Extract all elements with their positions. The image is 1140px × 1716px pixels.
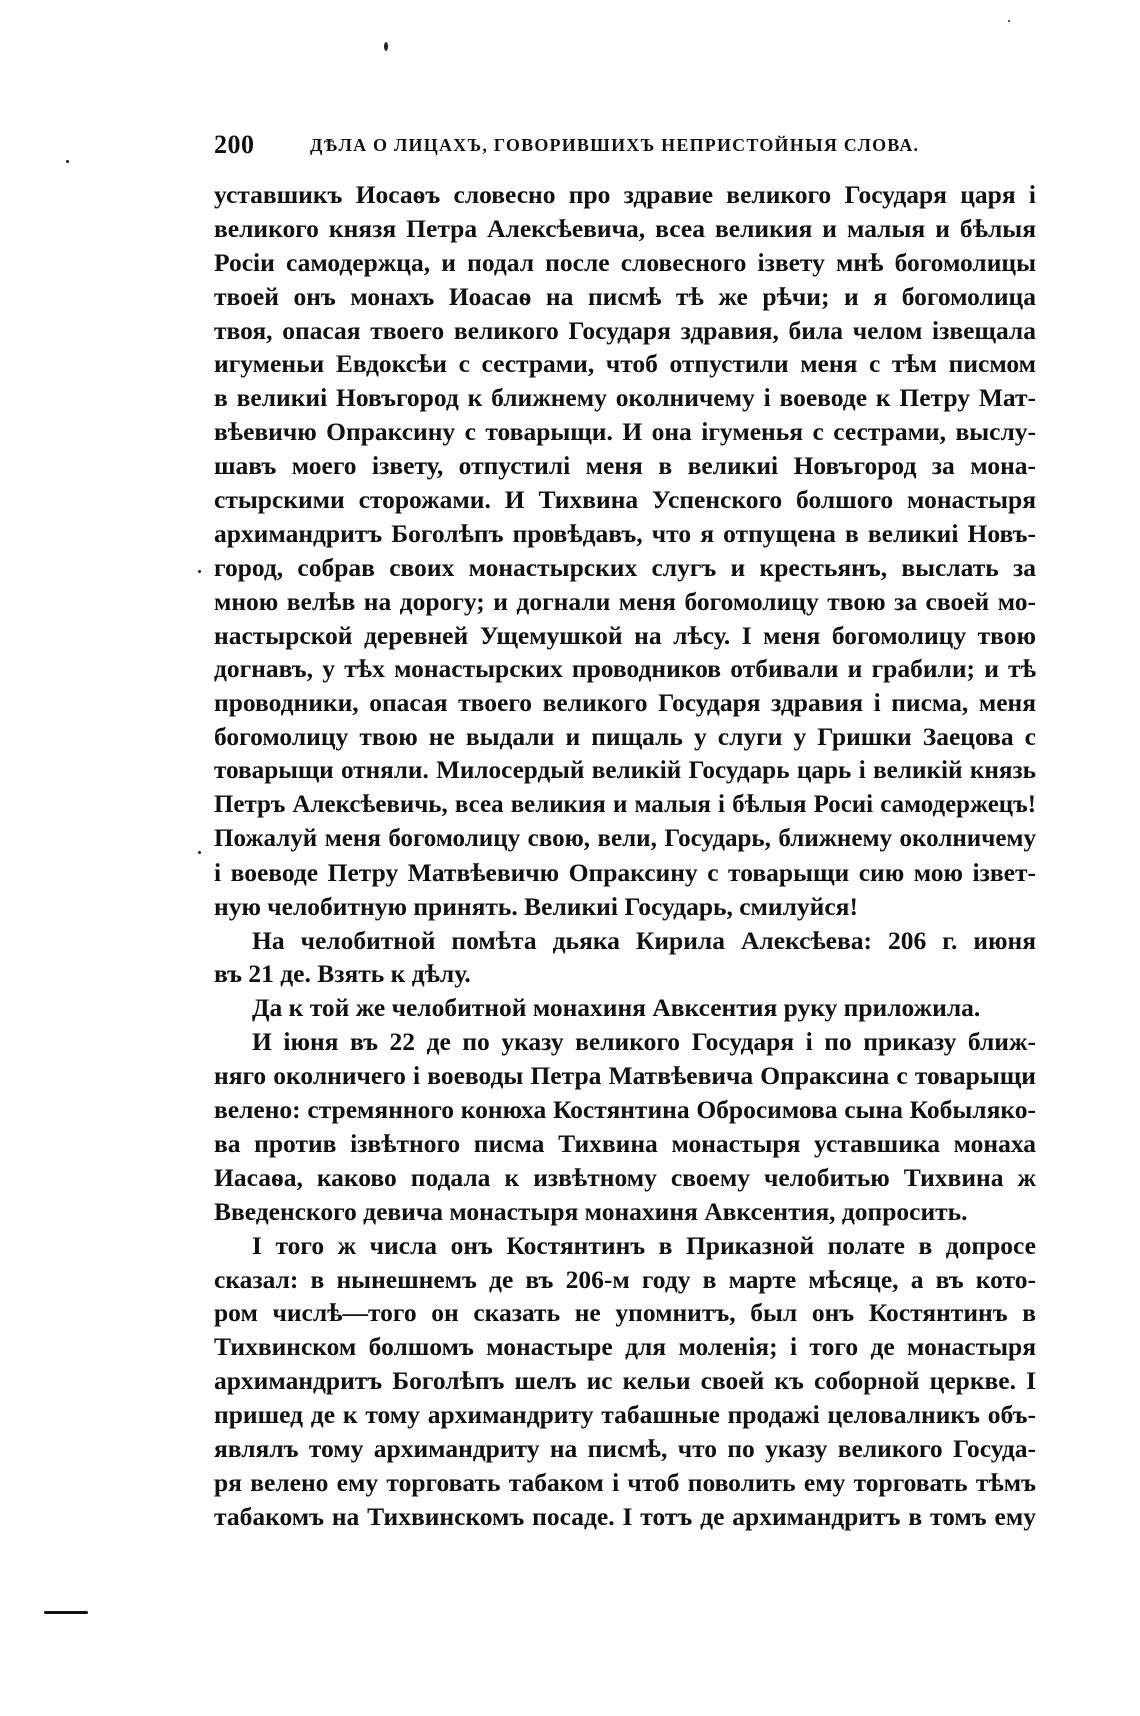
text-line: являлъ тому архимандриту на писмѣ, что по указу великого Госуда- bbox=[214, 1433, 1036, 1463]
scan-mark bbox=[44, 1611, 88, 1614]
text-line: игуменьи Евдоксѣи с сестрами, чтоб отпустили меня с тѣм писмом bbox=[214, 349, 1036, 379]
text-line: І того ж числа онъ Костянтинъ в Приказной полате в допросе bbox=[252, 1230, 1036, 1260]
text-line: шавъ моего ізвету, отпустилі меня в великиі Новъгород за мона- bbox=[214, 451, 1036, 481]
text-line: і воеводе Петру Матвѣевичю Опраксину с товарыщи сию мою ізвет- bbox=[214, 857, 1036, 887]
text-line: табакомъ на Тихвинскомъ посаде. І тотъ де архимандритъ в томъ ему bbox=[214, 1501, 1036, 1531]
body-text bbox=[214, 178, 1036, 1534]
text-line: На челобитной помѣта дьяка Кирила Алексѣева: 206 г. июня bbox=[252, 925, 1036, 955]
scan-speck bbox=[66, 160, 69, 163]
scan-speck bbox=[1008, 20, 1010, 22]
text-line: архимандритъ Боголѣпъ провѣдавъ, что я отпущена в великиі Новъ- bbox=[214, 518, 1036, 548]
text-line: Иасаѳа, каково подала к извѣтному своему челобитью Тихвина ж bbox=[214, 1162, 1036, 1192]
text-line: Да к той же челобитной монахиня Авксентия руку приложила. bbox=[252, 993, 981, 1023]
text-line: Пожалуй меня богомолицу свою, вели, Государь, ближнему околничему bbox=[214, 824, 1036, 852]
text-line: И іюня въ 22 де по указу великого Государя і по приказу ближ- bbox=[252, 1027, 1036, 1057]
text-line: в великиі Новъгород к ближнему околничему і воеводе к Петру Мат- bbox=[214, 383, 1036, 413]
text-line: ря велено ему торговать табаком і чтоб поволить ему торговать тѣмъ bbox=[214, 1467, 1036, 1497]
text-line: уставшикъ Иосаѳъ словесно про здравие великого Государя царя і bbox=[214, 180, 1036, 209]
text-line: сказал: в нынешнемъ де въ 206-м году в марте мѣсяце, а въ кото- bbox=[214, 1264, 1036, 1294]
text-line: проводники, опасая твоего великого Государя здравия і писма, меня bbox=[214, 688, 1036, 718]
page-number: 200 bbox=[214, 130, 255, 159]
text-line: ва против ізвѣтного писма Тихвина монастыря уставшика монаха bbox=[214, 1128, 1036, 1158]
text-line: Введенского девича монастыря монахиня Авксентия, допросить. bbox=[214, 1196, 968, 1226]
text-line: стырскими сторожами. И Тихвина Успенского болшого монастыря bbox=[214, 485, 1036, 515]
text-line: товарыщи отняли. Милосердый великій Государь царь і великій князь bbox=[214, 757, 1036, 785]
text-line: догнавъ, у тѣх монастырских проводников отбивали и грабили; и тѣ bbox=[214, 654, 1036, 684]
text-line: Петръ Алексѣевичь, всеа великия и малыя і бѣлыя Росиі самодержецъ! bbox=[214, 791, 1036, 819]
text-line: Тихвинском болшомъ монастыре для моленія; і того де монастыря bbox=[214, 1332, 1036, 1362]
text-line: няго околничего і воеводы Петра Матвѣевича Опраксина с товарыщи bbox=[214, 1061, 1036, 1091]
text-line: въ 21 де. Взять к дѣлу. bbox=[214, 959, 471, 989]
text-line: вѣевичю Опраксину с товарыщи. И она ігуменья с сестрами, выслу- bbox=[214, 417, 1036, 447]
text-line: твоя, опасая твоего великого Государя здравия, била челом ізвещала bbox=[214, 315, 1036, 345]
scan-speck bbox=[198, 851, 201, 854]
text-line: город, собрав своих монастырских слугъ и крестьянъ, выслать за bbox=[214, 552, 1036, 582]
scan-speck bbox=[384, 42, 388, 51]
text-line: пришед де к тому архимандриту табашные продажі целовалникъ объ- bbox=[214, 1400, 1036, 1430]
text-line: великого князя Петра Алексѣевича, всеа великия и малыя и бѣлыя bbox=[214, 213, 1036, 243]
text-line: настырской деревней Ущемушкой на лѣсу. І меня богомолицу твою bbox=[214, 620, 1036, 650]
running-head: ДѢЛА О ЛИЦАХЪ, ГОВОРИВШИХЪ НЕПРИСТОЙНЫЯ СЛОВА. bbox=[310, 135, 920, 155]
text-line: Росіи самодержца, и подал после словесного ізвету мнѣ богомолицы bbox=[214, 247, 1036, 277]
text-line: твоей онъ монахъ Иоасаѳ на писмѣ тѣ же рѣчи; и я богомолица bbox=[214, 281, 1036, 311]
text-line: велено: стремянного конюха Костянтина Обросимова сына Кобыляко- bbox=[214, 1095, 1036, 1125]
text-line: мною велѣв на дорогу; и догнали меня богомолицу твою за своей мо- bbox=[214, 586, 1036, 616]
text-line: богомолицу твою не выдали и пищаль у слуги у Гришки Заецова с bbox=[214, 722, 1036, 752]
text-line: ром числѣ—того он сказать не упомнитъ, был онъ Костянтинъ в bbox=[214, 1298, 1036, 1328]
text-line: архимандритъ Боголѣпъ шелъ ис кельи своей къ соборной церкве. І bbox=[214, 1366, 1036, 1396]
page-header bbox=[214, 130, 1034, 166]
scan-speck bbox=[198, 570, 201, 573]
text-line: ную челобитную принять. Великиі Государь, смилуйся! bbox=[214, 891, 858, 921]
